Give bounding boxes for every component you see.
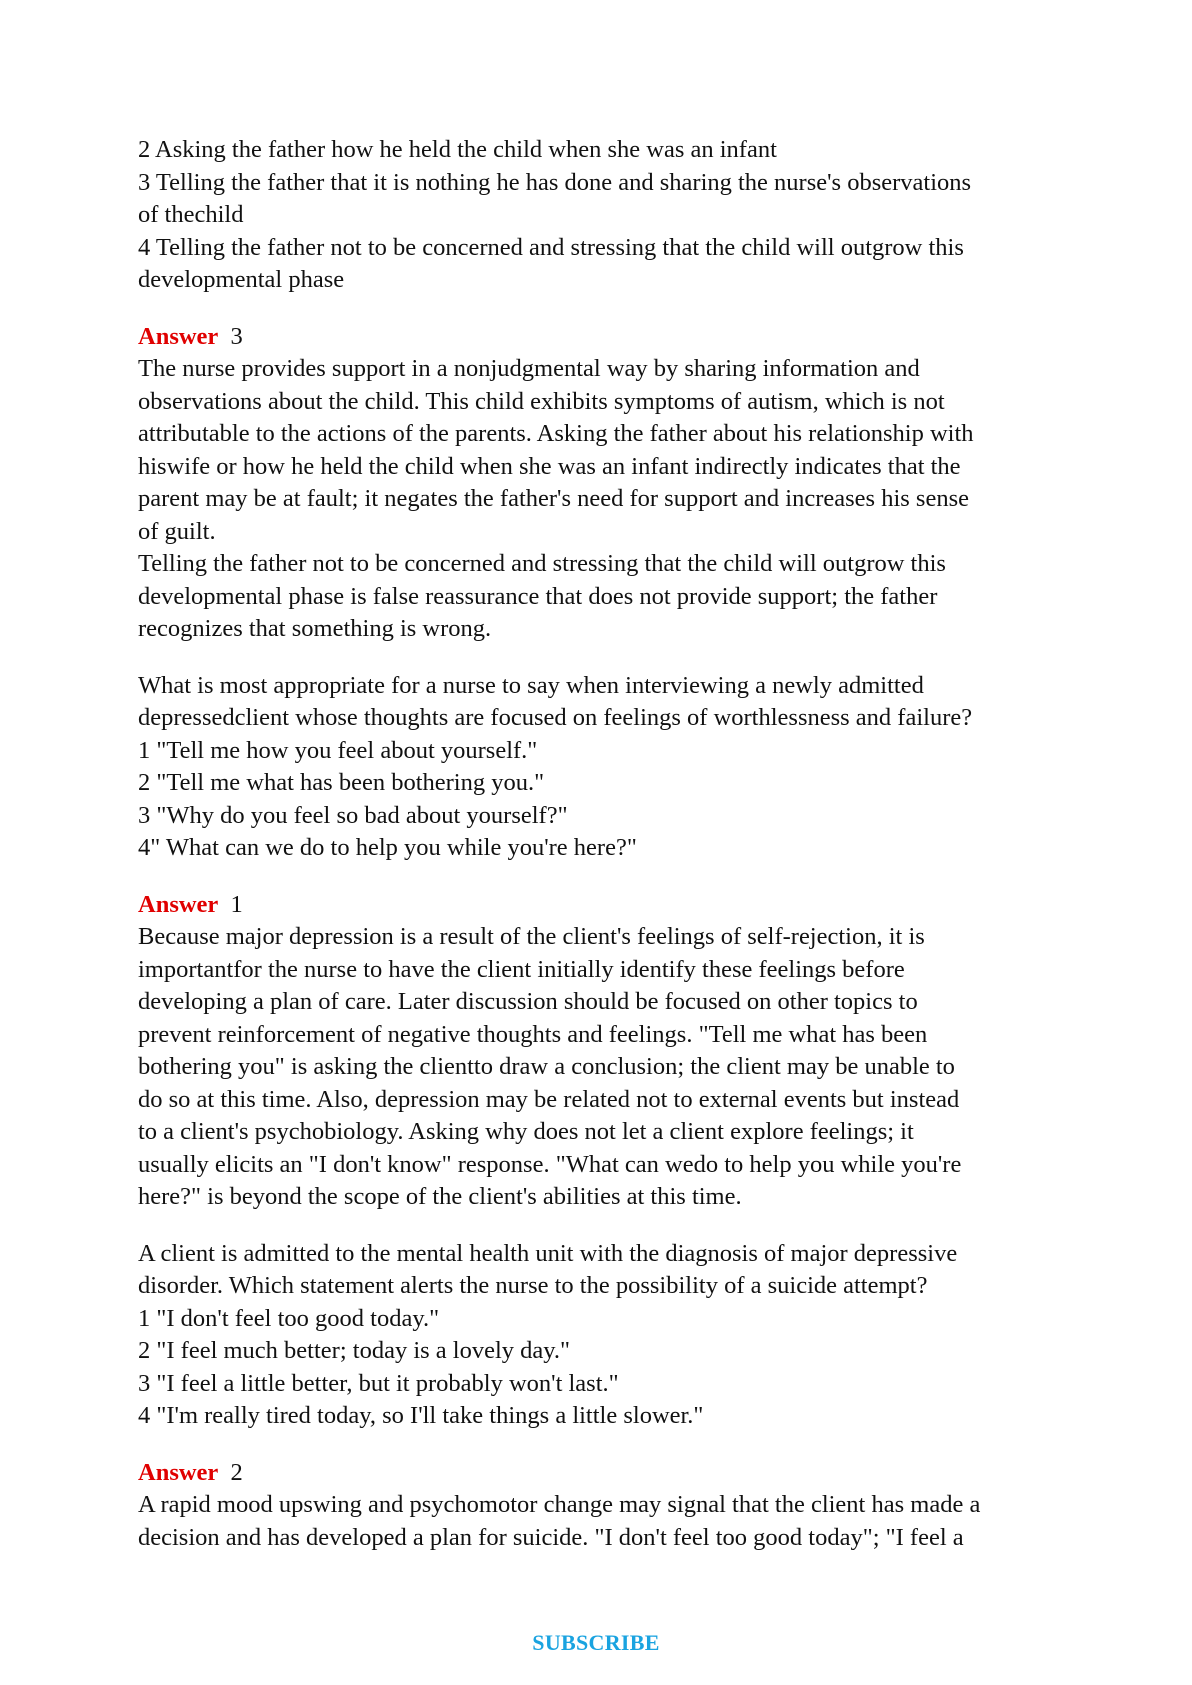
q2-option-4: 4" What can we do to help you while you're here?" (138, 834, 637, 861)
q2-question (138, 670, 1138, 865)
document-page (138, 134, 1138, 1554)
rationale-line: usually elicits an "I don't know" response. "What can wedo to help you while you're (138, 1150, 962, 1178)
rationale-line: Because major depression is a result of the client's feelings of self-rejection, it is (138, 923, 925, 950)
q3-option-1: 1 "I don't feel too good today." (138, 1304, 440, 1332)
rationale-line: prevent reinforcement of negative thoughts and feelings. "Tell me what has been (138, 1020, 928, 1048)
q3-option-2: 2 "I feel much better; today is a lovely day." (138, 1337, 571, 1364)
rationale-line: decision and has developed a plan for suicide. "I don't feel too good today"; "I feel a (138, 1523, 964, 1551)
question-stem-line: disorder. Which statement alerts the nurse to the possibility of a suicide attempt? (138, 1272, 928, 1299)
q3-answer (138, 1457, 1138, 1555)
rationale-line: of guilt. (138, 517, 216, 545)
q1-option-4: 4 Telling the father not to be concerned and stressing that the child will outgrow this (138, 233, 964, 261)
q1-option-3: 3 Telling the father that it is nothing he has done and sharing the nurse's observations (138, 168, 972, 196)
q1-option-3-cont: of thechild (138, 201, 244, 228)
answer-value: 2 (218, 1458, 243, 1486)
q3-question (138, 1238, 1138, 1433)
rationale-line: Telling the father not to be concerned and stressing that the child will outgrow this (138, 550, 946, 577)
q1-options (138, 134, 1138, 297)
rationale-line: parent may be at fault; it negates the father's need for support and increases his sense (138, 485, 969, 512)
subscribe-link[interactable]: SUBSCRIBE (532, 1630, 660, 1655)
rationale-line: importantfor the nurse to have the client initially identify these feelings before (138, 955, 905, 983)
q3-option-4: 4 "I'm really tired today, so I'll take things a little slower." (138, 1402, 704, 1429)
rationale-line: developmental phase is false reassurance that does not provide support; the father (138, 582, 938, 610)
q2-option-3: 3 "Why do you feel so bad about yourself?" (138, 801, 568, 829)
q2-answer (138, 889, 1138, 1214)
answer-value: 3 (218, 322, 243, 350)
q1-answer (138, 321, 1138, 646)
answer-label: Answer (138, 322, 219, 350)
answer-label: Answer (138, 890, 219, 918)
q2-answer-line (138, 889, 1138, 922)
q1-option-2: 2 Asking the father how he held the child when she was an infant (138, 136, 777, 163)
question-stem-line: A client is admitted to the mental health unit with the diagnosis of major depressive (138, 1239, 958, 1267)
rationale-line: do so at this time. Also, depression may be related not to external events but instead (138, 1085, 960, 1113)
rationale-line: observations about the child. This child exhibits symptoms of autism, which is not (138, 387, 945, 415)
rationale-line: developing a plan of care. Later discussion should be focused on other topics to (138, 988, 918, 1015)
question-stem-line: depressedclient whose thoughts are focused on feelings of worthlessness and failure? (138, 704, 973, 731)
rationale-line: recognizes that something is wrong. (138, 615, 492, 642)
answer-value: 1 (218, 890, 243, 918)
q1-option-4-cont: developmental phase (138, 266, 345, 293)
answer-label: Answer (138, 1458, 219, 1486)
rationale-line: attributable to the actions of the parents. Asking the father about his relationship with (138, 420, 974, 447)
q3-option-3: 3 "I feel a little better, but it probably won't last." (138, 1369, 619, 1397)
q2-option-1: 1 "Tell me how you feel about yourself." (138, 736, 538, 764)
rationale-line: bothering you" is asking the clientto draw a conclusion; the client may be unable to (138, 1053, 955, 1080)
rationale-line: here?" is beyond the scope of the client's abilities at this time. (138, 1183, 742, 1210)
q3-answer-line (138, 1457, 1138, 1490)
q2-option-2: 2 "Tell me what has been bothering you." (138, 769, 545, 796)
rationale-line: The nurse provides support in a nonjudgmental way by sharing information and (138, 355, 920, 382)
rationale-line: hiswife or how he held the child when she was an infant indirectly indicates that the (138, 452, 961, 480)
rationale-line: A rapid mood upswing and psychomotor change may signal that the client has made a (138, 1491, 981, 1518)
question-stem-line: What is most appropriate for a nurse to say when interviewing a newly admitted (138, 671, 924, 699)
q1-answer-line (138, 321, 1138, 354)
rationale-line: to a client's psychobiology. Asking why does not let a client explore feelings; it (138, 1118, 914, 1145)
